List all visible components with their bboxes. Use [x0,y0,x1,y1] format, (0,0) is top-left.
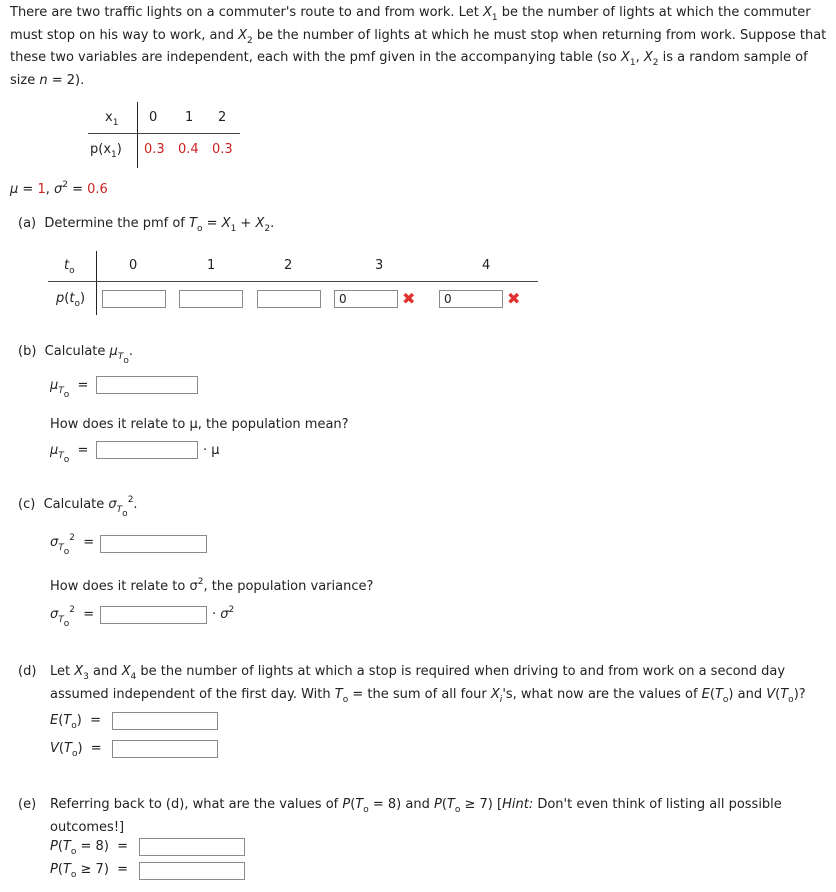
e-to-label: $E(T_o)$ = [50,713,101,731]
pto-header: $p(t_o)$ [56,291,86,309]
problem-intro: There are two traffic lights on a commuter's route to and from work. Let $X_1$ be the number of lights at which the commuter must stop on his way to work, and $X_2$ be the number of lights at which he must stop when returning from work. Suppose that these two variables are independent, each with the pmf given in the accompanying table (so $X_1$, $X_2$ is a random sample of size n = 2). [10,5,827,88]
e-to-input[interactable] [112,712,218,730]
p8-label: $P(T_o = 8)$ = [50,839,129,857]
pmf-p-1: 0.4 [178,142,199,157]
to-value-2: 2 [284,258,293,273]
part-c-relate-text: How does it relate to $\sigma^2$, the population variance? [50,577,374,594]
pmf-table-divider [137,102,138,168]
part-c-prompt: (c) Calculate $\sigma_{T_o}^2$. [18,495,138,519]
variance-relate-label: $\sigma_{T_o}^2$ = [50,605,95,629]
v-to-input[interactable] [112,740,218,758]
pmf-answer-2[interactable] [257,290,321,308]
variance-relate-input[interactable] [100,606,207,624]
part-d-prompt: (d) Let $X_3$ and $X_4$ be the number of lights at which a stop is required when driving to and from work on a second day assumed independent of the first day. With $T_o$ = the sum of all four $X_i's$, what now are the values of $E(T_o)$ and $V(T_o)$? [18,664,806,705]
pmf-x-0: 0 [149,110,158,125]
mean-relate-input[interactable] [96,441,198,459]
mean-answer-input[interactable] [96,376,198,394]
pmf-answer-3[interactable] [334,290,398,308]
pmf-x-1: 1 [185,110,194,125]
to-table-rule [48,281,538,282]
to-value-0: 0 [129,258,138,273]
incorrect-x-icon: ✖ [507,289,521,308]
incorrect-x-icon: ✖ [402,289,416,308]
to-value-1: 1 [207,258,216,273]
pmf-p-0: 0.3 [144,142,165,157]
pmf-answer-0[interactable] [102,290,166,308]
pmf-answer-4[interactable] [439,290,503,308]
to-value-3: 3 [375,258,384,273]
part-b-relate-text: How does it relate to μ, the population mean? [50,417,349,432]
pmf-table-rule [88,133,240,134]
mean-label: $\mu_{T_o}$ = [50,378,89,400]
pmf-answer-1[interactable] [179,290,243,308]
part-b-prompt: (b) Calculate $\mu_{T_o}$. [18,344,133,366]
to-value-4: 4 [482,258,491,273]
variance-label: $\sigma_{T_o}^2$ = [50,533,95,557]
v-to-label: $V(T_o)$ = [50,741,102,759]
pmf-x-header: $x_1$ [105,110,119,128]
mean-relate-suffix: · μ [203,443,220,458]
population-params: μ = 1, $\sigma^2 = 0.6$ [10,180,108,197]
pmf-p-2: 0.3 [212,142,233,157]
to-table-divider [96,251,97,315]
p8-input[interactable] [139,838,245,856]
to-header: $t_o$ [64,258,75,276]
part-a-prompt: (a) Determine the pmf of $T_o = X_1 + X_2$. [18,216,275,234]
part-e-prompt: (e) Referring back to (d), what are the values of $P(T_o = 8)$ and $P(T_o \ge 7)$ [Hint: Don't even think of listing all possible outcomes!] [18,797,782,835]
variance-answer-input[interactable] [100,535,207,553]
p7-label: $P(T_o \ge 7)$ = [50,862,129,880]
variance-relate-suffix: · $\sigma^2$ [212,605,235,622]
pmf-p-header: $p(x_1)$ [90,142,122,160]
p7-input[interactable] [139,862,245,880]
pmf-x-2: 2 [218,110,227,125]
mean-relate-label: $\mu_{T_o}$ = [50,443,89,465]
